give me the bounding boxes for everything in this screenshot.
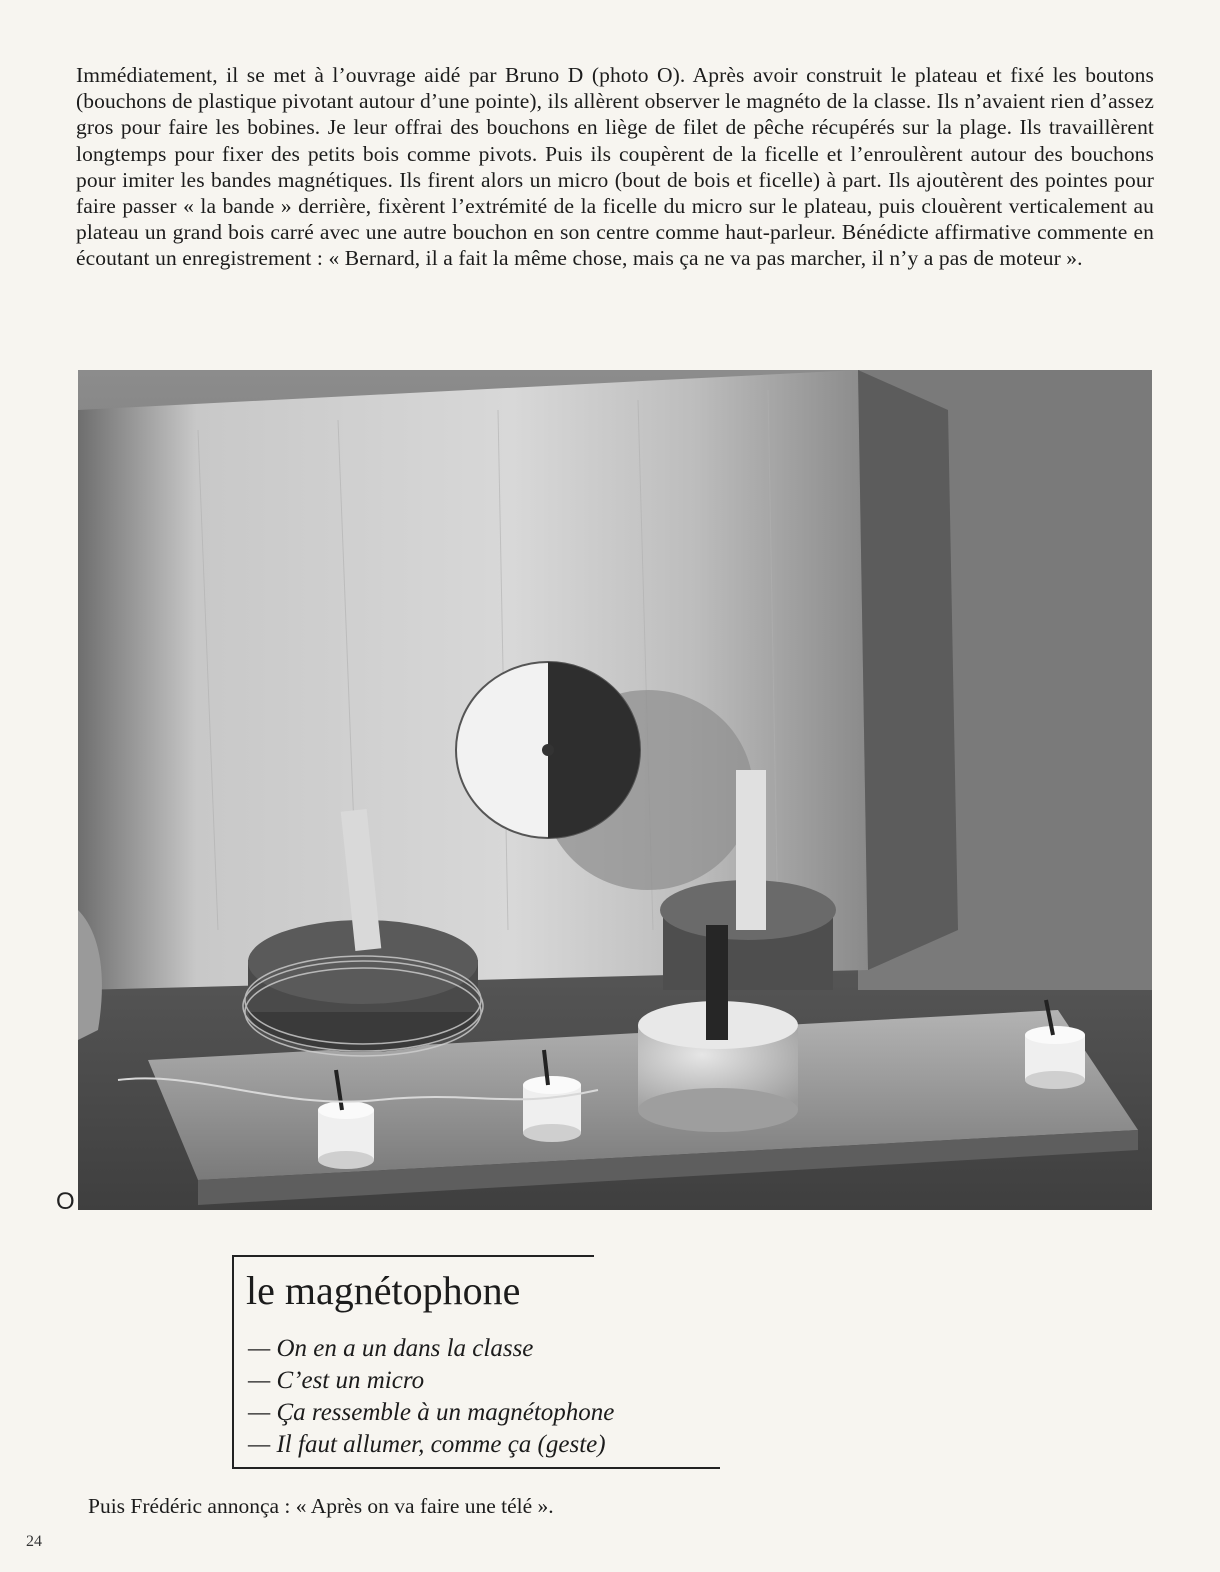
closing-text: Puis Frédéric annonça : « Après on va faire une télé ». xyxy=(88,1494,554,1518)
caption-box xyxy=(232,1255,720,1469)
page-number: 24 xyxy=(26,1533,42,1550)
caption-line: — Il faut allumer, comme ça (geste) xyxy=(248,1431,606,1458)
photo-label: O xyxy=(56,1188,75,1215)
caption-top-rule xyxy=(234,1255,594,1257)
caption-title: le magnétophone xyxy=(246,1268,521,1313)
photo-cardboard-tape-recorder xyxy=(78,370,1152,1210)
caption-lines xyxy=(248,1333,614,1461)
caption-line: — On en a un dans la classe xyxy=(248,1335,534,1362)
caption-line: — C’est un micro xyxy=(248,1367,425,1394)
body-paragraph: Immédiatement, il se met à l’ouvrage aidé par Bruno D (photo O). Après avoir construit le plateau et fixé les boutons (bouchons de plastique pivotant autour d’une pointe), ils allèrent observer le magnéto de la classe. Ils n’avaient rien d’assez gros pour faire les bobines. Je leur offrai des bouchons en liège de filet de pêche récupérés sur la plage. Ils travaillèrent longtemps pour fixer des petits bois comme pivots. Puis ils coupèrent de la ficelle et l’enroulèrent autour des bouchons pour imiter les bandes magnétiques. Ils firent alors un micro (bout de bois et ficelle) à part. Ils ajoutèrent des pointes pour faire passer « la bande » derrière, fixèrent l’extrémité de la ficelle du micro sur le plateau, puis clouèrent verticalement au plateau un grand bois carré avec une autre bouchon en son centre comme haut-parleur. Bénédicte affirmative commente en écoutant un enregistrement : « Bernard, il a fait la même chose, mais ça ne va pas marcher, il n’y a pas de moteur ». xyxy=(76,63,1154,271)
caption-line: — Ça ressemble à un magnétophone xyxy=(248,1399,615,1426)
